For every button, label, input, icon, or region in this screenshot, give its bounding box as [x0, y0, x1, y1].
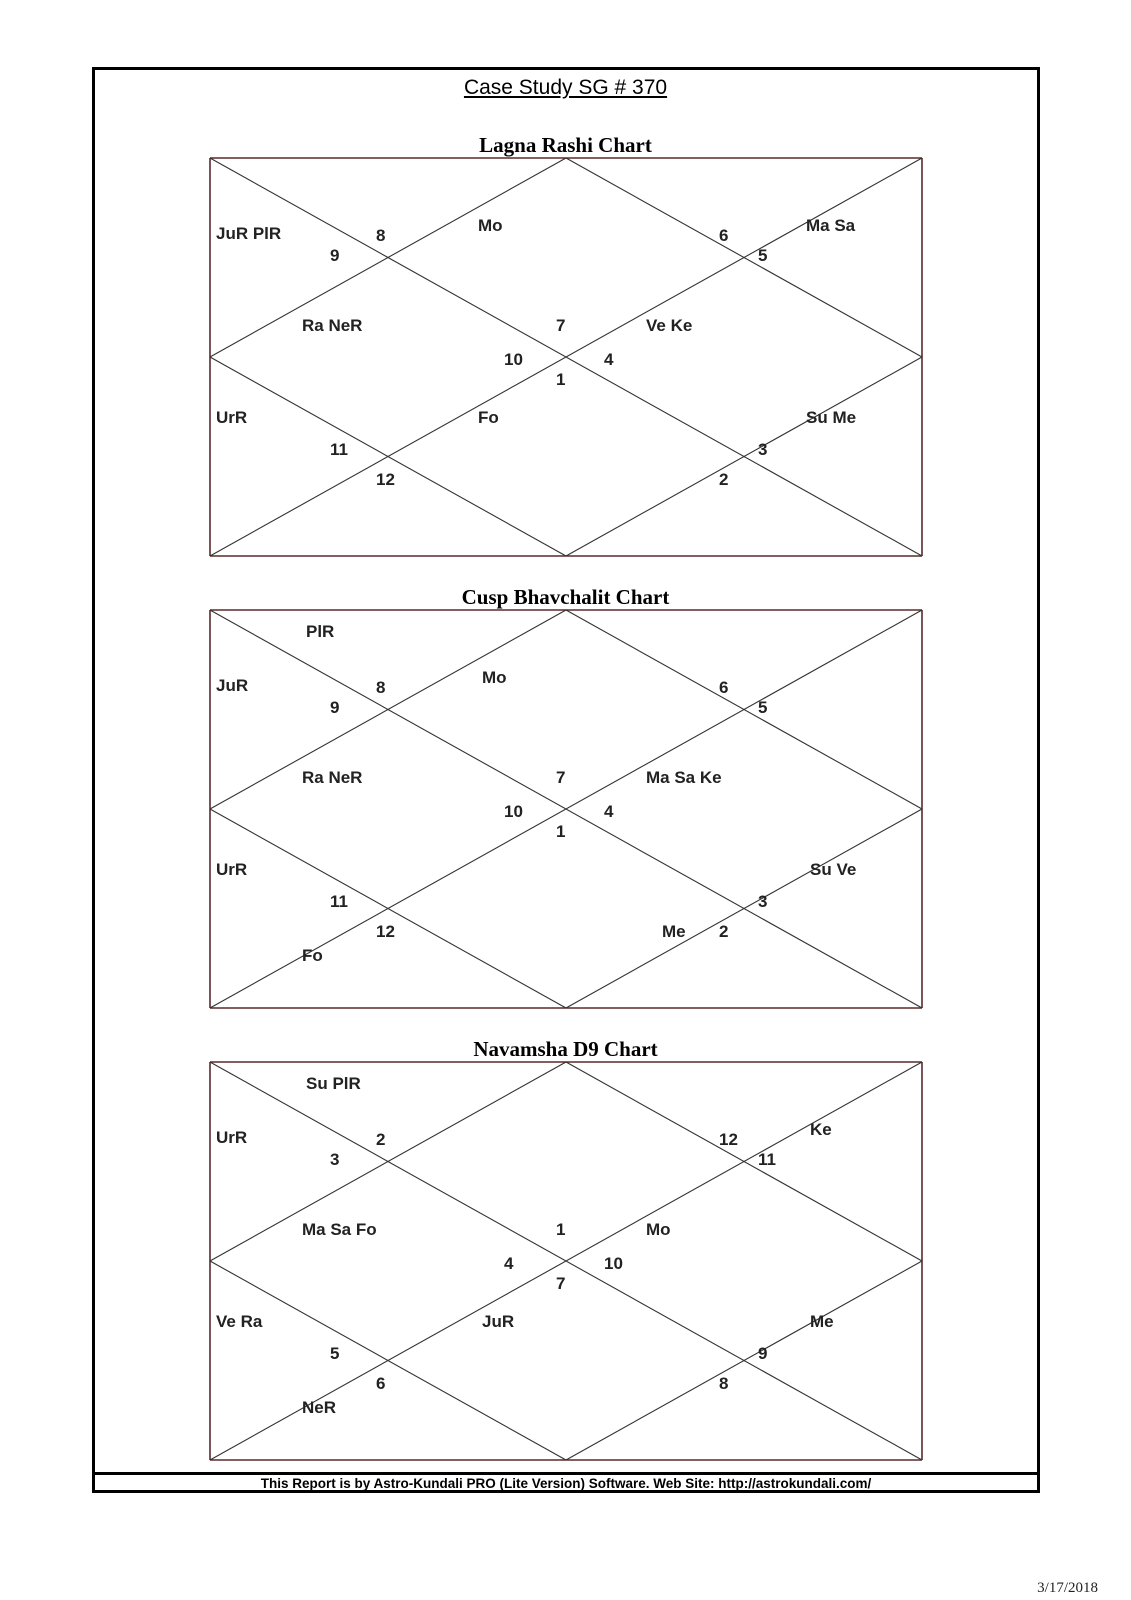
house-planets: Mo [646, 1220, 671, 1239]
house-planets: NeR [302, 1398, 337, 1417]
house-number: 12 [719, 1130, 738, 1149]
house-planets: Ra NeR [302, 768, 363, 787]
house-planets: JuR [482, 1312, 515, 1331]
house-planets: Fo [302, 946, 323, 965]
house-planets: JuR [216, 676, 249, 695]
house-number: 2 [719, 470, 729, 489]
house-planets: Mo [482, 668, 507, 687]
house-planets: Ke [810, 1120, 832, 1139]
house-planets: Su PlR [306, 1074, 361, 1093]
house-planets: Ma Sa [806, 216, 856, 235]
house-number: 9 [330, 246, 340, 265]
house-number: 1 [556, 1220, 566, 1239]
house-number: 3 [758, 892, 768, 911]
house-number: 8 [719, 1374, 729, 1393]
house-number: 11 [330, 892, 348, 911]
house-number: 6 [719, 678, 729, 697]
house-planets: Me [810, 1312, 834, 1331]
house-number: 7 [556, 768, 566, 787]
lagna-rashi-chart [210, 158, 922, 556]
house-number: 4 [504, 1254, 514, 1273]
house-number: 4 [604, 802, 614, 821]
house-number: 10 [504, 350, 523, 369]
house-planets: Ma Sa Ke [646, 768, 722, 787]
house-number: 4 [604, 350, 614, 369]
house-number: 12 [376, 470, 395, 489]
chart-title-cusp-bhavchalit: Cusp Bhavchalit Chart [461, 585, 670, 609]
page-date: 3/17/2018 [1037, 1580, 1098, 1596]
house-planets: Fo [478, 408, 499, 427]
house-planets: Ve Ke [646, 316, 693, 335]
house-number: 1 [556, 370, 566, 389]
house-number: 5 [758, 698, 768, 717]
page-title: Case Study SG # 370 [463, 76, 668, 99]
house-number: 6 [376, 1374, 386, 1393]
navamsha-d9-chart [210, 1062, 922, 1460]
house-planets: UrR [216, 408, 248, 427]
house-number: 5 [330, 1344, 340, 1363]
house-number: 10 [604, 1254, 623, 1273]
house-number: 7 [556, 1274, 566, 1293]
house-planets: JuR PlR [216, 224, 282, 243]
house-planets: Mo [478, 216, 503, 235]
house-number: 11 [758, 1150, 776, 1169]
house-number: 10 [504, 802, 523, 821]
house-number: 7 [556, 316, 566, 335]
house-number: 9 [758, 1344, 768, 1363]
house-number: 2 [376, 1130, 386, 1149]
chart-title-navamsha-d9: Navamsha D9 Chart [473, 1037, 658, 1061]
house-planets: Ma Sa Fo [302, 1220, 377, 1239]
house-number: 9 [330, 698, 340, 717]
house-number: 3 [758, 440, 768, 459]
house-planets: Ra NeR [302, 316, 363, 335]
report-footer: This Report is by Astro-Kundali PRO (Lite Version) Software. Web Site: http://astrokundali.com/ [260, 1476, 872, 1491]
house-planets: Su Me [806, 408, 857, 427]
house-number: 8 [376, 678, 386, 697]
house-number: 11 [330, 440, 348, 459]
house-number: 5 [758, 246, 768, 265]
cusp-bhavchalit-chart [210, 610, 922, 1008]
house-planets: Su Ve [810, 860, 857, 879]
house-planets: UrR [216, 1128, 248, 1147]
house-planets: Me [662, 922, 686, 941]
house-number: 2 [719, 922, 729, 941]
house-number: 6 [719, 226, 729, 245]
house-number: 3 [330, 1150, 340, 1169]
house-number: 12 [376, 922, 395, 941]
house-number: 8 [376, 226, 386, 245]
house-planets: PlR [306, 622, 335, 641]
house-number: 1 [556, 822, 566, 841]
house-planets: UrR [216, 860, 248, 879]
chart-title-lagna-rashi: Lagna Rashi Chart [479, 133, 652, 157]
house-planets: Ve Ra [216, 1312, 263, 1331]
